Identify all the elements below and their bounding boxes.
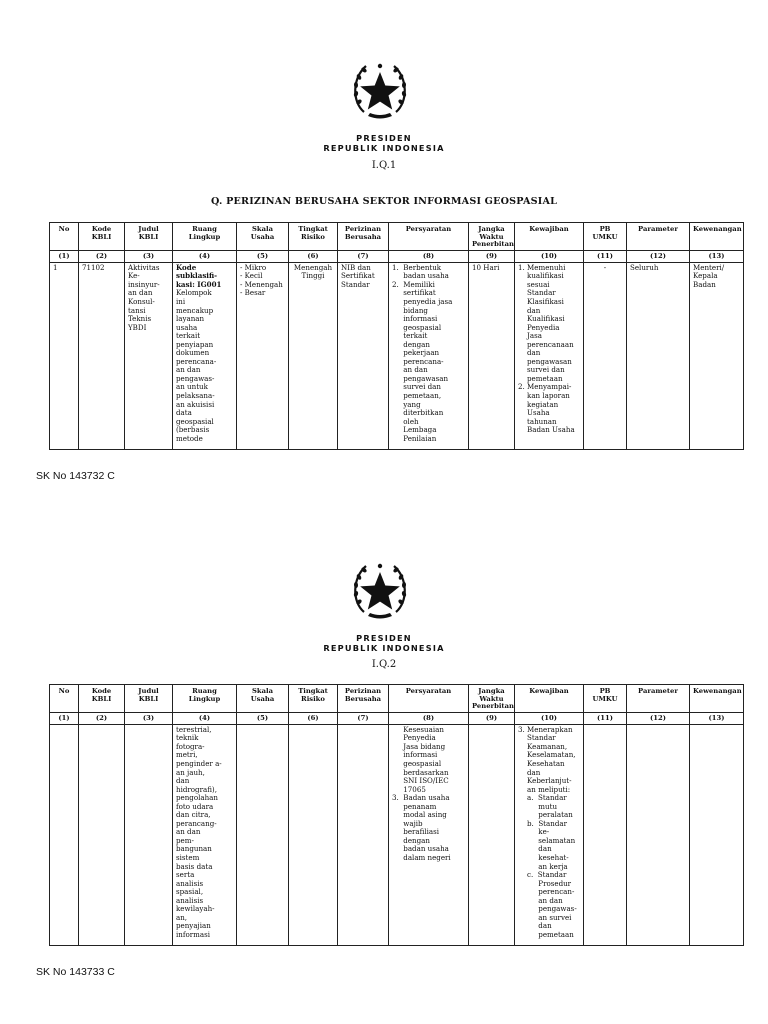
cell-line: Konsul- — [128, 296, 155, 306]
cell-line: NIB dan — [341, 262, 371, 272]
cell-line: badan usaha — [392, 844, 449, 854]
cell-judul-kbli — [125, 724, 173, 945]
column-header: Kewajiban — [515, 223, 584, 251]
cell-line: Kesesuaian — [392, 724, 444, 734]
column-index: (3) — [125, 712, 173, 724]
cell-line: foto udara — [176, 801, 214, 811]
cell-line: Kelompok — [176, 288, 212, 298]
table-header-row — [50, 223, 744, 251]
column-header: Persyaratan — [389, 685, 469, 713]
column-header: Parameter — [627, 685, 690, 713]
cell-line: - — [603, 262, 607, 272]
cell-line: Kode — [176, 262, 197, 272]
cell-line: sistem — [176, 852, 200, 862]
cell-line: ini — [176, 296, 186, 306]
cell-line: yang — [392, 399, 421, 409]
column-header: Ruang Lingkup — [173, 223, 237, 251]
presiden-title: PRESIDEN — [356, 633, 412, 643]
cell-line: kewilayah- — [176, 904, 215, 914]
cell-line: Tinggi — [301, 271, 325, 281]
cell-line: dengan — [392, 339, 430, 349]
cell-line: an, — [176, 912, 188, 922]
cell-line: peralatan — [518, 810, 573, 820]
cell-line: 3. Menerapkan — [518, 724, 573, 734]
cell-line: usaha — [176, 322, 198, 332]
cell-line: terestrial, — [176, 724, 212, 734]
column-header: Kode KBLI — [79, 685, 125, 713]
cell-line: dengan — [392, 835, 430, 845]
column-header: PB UMKU — [584, 223, 627, 251]
cell-line: Badan Usaha — [518, 425, 575, 435]
column-index: (12) — [627, 712, 690, 724]
column-index: (2) — [79, 712, 125, 724]
cell-line: selamatan — [518, 835, 576, 845]
column-header: Ruang Lingkup — [173, 685, 237, 713]
cell-line: Kualifikasi — [518, 314, 565, 324]
cell-line: perencan- — [518, 887, 575, 897]
cell-line: Aktivitas — [128, 262, 160, 272]
cell-line: an dan — [176, 827, 201, 837]
cell-line: dan — [518, 767, 541, 777]
cell-line: 2. Memiliki — [392, 279, 435, 289]
column-index: (3) — [125, 250, 173, 262]
page-1 — [0, 0, 768, 500]
cell-line: 71102 — [82, 262, 105, 272]
cell-tingkat-risiko — [289, 724, 338, 945]
cell-no — [50, 262, 79, 449]
cell-line: 17065 — [392, 784, 426, 794]
column-header: Perizinan Berusaha — [338, 685, 389, 713]
cell-line: an kerja — [518, 861, 568, 871]
cell-line: fotogra- — [176, 741, 205, 751]
cell-line: Badan — [693, 279, 716, 289]
column-header: Kode KBLI — [79, 223, 125, 251]
garuda-emblem-icon — [350, 58, 410, 122]
cell-pb-umku — [584, 724, 627, 945]
cell-line: - Menengah — [240, 279, 283, 289]
cell-line: data — [176, 408, 192, 418]
cell-perizinan — [338, 724, 389, 945]
cell-line: - Mikro — [240, 262, 267, 272]
cell-line: sesuai — [518, 279, 550, 289]
cell-line: pengawasan — [518, 356, 572, 366]
cell-line: Menengah — [293, 262, 333, 272]
table-row — [50, 724, 744, 945]
cell-line: berdasarkan — [392, 767, 449, 777]
cell-parameter — [627, 262, 690, 449]
cell-skala-usaha — [237, 262, 289, 449]
cell-line: (berbasis — [176, 425, 210, 435]
cell-line: mencakup — [176, 305, 214, 315]
column-index: (13) — [690, 250, 744, 262]
cell-line: ke- — [518, 827, 550, 837]
cell-line: Standar — [518, 733, 556, 743]
cell-line: penyajian — [176, 921, 211, 931]
cell-line: teknik — [176, 733, 199, 743]
cell-line: Teknis — [128, 314, 152, 324]
document-number: I.Q.1 — [371, 160, 397, 171]
cell-line: kualifikasi — [518, 271, 564, 281]
cell-line: an survei — [518, 912, 572, 922]
column-index: (9) — [469, 250, 515, 262]
cell-jangka-waktu — [469, 262, 515, 449]
cell-line: perencanaan — [518, 339, 574, 349]
cell-line: Standar — [341, 279, 370, 289]
cell-line: pemetaan — [518, 373, 563, 383]
cell-pb-umku — [584, 262, 627, 449]
column-index: (4) — [173, 250, 237, 262]
presiden-header — [0, 133, 768, 153]
column-header: Skala Usaha — [237, 223, 289, 251]
ruang-lingkup-text — [176, 289, 233, 443]
cell-line: dan — [518, 305, 541, 315]
cell-line: a. Standar — [518, 793, 567, 803]
cell-line: Keselamatan, — [518, 750, 576, 760]
cell-judul-kbli — [125, 262, 173, 449]
cell-ruang-lingkup — [173, 724, 237, 945]
cell-line: penyedia jasa — [392, 296, 453, 306]
sk-number-footer: SK No 143732 C — [36, 470, 115, 482]
column-header: Kewenangan — [690, 685, 744, 713]
column-header: Parameter — [627, 223, 690, 251]
column-header: No — [50, 223, 79, 251]
column-index: (11) — [584, 712, 627, 724]
cell-line: 1. Berbentuk — [392, 262, 442, 272]
cell-line: dan — [176, 776, 190, 786]
cell-line: pelaksana- — [176, 390, 215, 400]
cell-line: 1 — [53, 262, 58, 272]
cell-line: Standar — [518, 288, 556, 298]
cell-line: sertifikat — [392, 288, 436, 298]
cell-line: pemetaan — [518, 929, 574, 939]
cell-line: b. Standar — [518, 818, 567, 828]
cell-line: Keamanan, — [518, 741, 568, 751]
column-index: (7) — [338, 712, 389, 724]
cell-parameter — [627, 724, 690, 945]
column-index: (12) — [627, 250, 690, 262]
column-header: Kewajiban — [515, 685, 584, 713]
table-header-row — [50, 685, 744, 713]
licensing-table — [49, 684, 744, 946]
cell-tingkat-risiko — [289, 262, 338, 449]
cell-kewajiban — [515, 262, 584, 449]
cell-persyaratan — [389, 724, 469, 945]
column-index: (1) — [50, 250, 79, 262]
cell-line: Menteri/ — [693, 262, 725, 272]
column-index: (2) — [79, 250, 125, 262]
cell-line: tahunan — [518, 416, 557, 426]
cell-line: perencana- — [392, 356, 444, 366]
cell-line: Ke- — [128, 271, 140, 281]
cell-line: geospasial — [392, 322, 442, 332]
cell-line: penanam — [392, 801, 437, 811]
cell-line: pengawas- — [518, 904, 577, 914]
cell-line: Penyedia — [392, 733, 436, 743]
column-index: (6) — [289, 250, 338, 262]
cell-line: Kesehatan — [518, 758, 565, 768]
cell-ruang-lingkup — [173, 262, 237, 449]
cell-line: penyiapan — [176, 339, 214, 349]
cell-line: dokumen — [176, 348, 210, 358]
cell-line: Jasa — [518, 331, 542, 341]
cell-line: 1. Memenuhi — [518, 262, 566, 272]
cell-line: kesehat- — [518, 852, 569, 862]
cell-line: informasi — [392, 314, 438, 324]
presiden-title: PRESIDEN — [356, 133, 412, 143]
cell-line: geospasial — [176, 416, 214, 426]
cell-line: pengolahan — [176, 793, 218, 803]
cell-line: penginder a- — [176, 758, 222, 768]
cell-line: analisis — [176, 878, 204, 888]
cell-line: Penilaian — [392, 433, 437, 443]
cell-line: Lembaga — [392, 425, 437, 435]
licensing-table — [49, 222, 744, 450]
cell-jangka-waktu — [469, 724, 515, 945]
cell-line: analisis — [176, 895, 204, 905]
cell-line: dan — [518, 844, 552, 854]
cell-line: geospasial — [392, 758, 442, 768]
cell-line: Penyedia — [518, 322, 560, 332]
republik-title: REPUBLIK INDONESIA — [323, 143, 445, 153]
cell-line: survei dan — [392, 382, 441, 392]
cell-line: survei dan — [518, 365, 565, 375]
cell-line: bangunan — [176, 844, 212, 854]
cell-line: dan — [518, 921, 552, 931]
cell-line: basis data — [176, 861, 213, 871]
cell-line: metode — [176, 433, 203, 443]
ruang-lingkup-code — [176, 264, 233, 290]
cell-line: Klasifikasi — [518, 296, 564, 306]
cell-line: wajib — [392, 818, 423, 828]
cell-line: pekerjaan — [392, 348, 440, 358]
cell-line: layanan — [176, 314, 205, 324]
cell-line: c. Standar — [518, 870, 567, 880]
cell-line: informasi — [176, 929, 210, 939]
cell-line: an akuisisi — [176, 399, 215, 409]
presiden-header — [0, 633, 768, 653]
column-index-row — [50, 712, 744, 724]
page-2 — [0, 500, 768, 1024]
column-index-row — [50, 250, 744, 262]
column-index: (10) — [515, 712, 584, 724]
section-heading: Q. PERIZINAN BERUSAHA SEKTOR INFORMASI GEOSPASIAL — [210, 196, 558, 207]
column-index: (11) — [584, 250, 627, 262]
cell-line: subklasifi- — [176, 271, 218, 281]
cell-kewenangan — [690, 262, 744, 449]
column-header: Jangka Waktu Penerbitan — [469, 223, 515, 251]
column-header: Judul KBLI — [125, 223, 173, 251]
cell-line: an dan — [392, 365, 428, 375]
column-header: Tingkat Risiko — [289, 685, 338, 713]
cell-line: pemetaan, — [392, 390, 442, 400]
column-header: Persyaratan — [389, 223, 469, 251]
republik-title: REPUBLIK INDONESIA — [323, 643, 445, 653]
cell-line: an untuk — [176, 382, 208, 392]
column-index: (13) — [690, 712, 744, 724]
cell-line: Jasa bidang — [392, 741, 446, 751]
column-header: Kewenangan — [690, 223, 744, 251]
cell-line: kan laporan — [518, 390, 570, 400]
column-header: Judul KBLI — [125, 685, 173, 713]
column-header: Perizinan Berusaha — [338, 223, 389, 251]
cell-line: Usaha — [518, 408, 550, 418]
cell-line: Seluruh — [630, 262, 659, 272]
cell-line: terkait — [392, 331, 428, 341]
cell-kewajiban — [515, 724, 584, 945]
cell-line: pem- — [176, 835, 194, 845]
cell-line: dan — [518, 348, 541, 358]
column-index: (10) — [515, 250, 584, 262]
cell-line: pengawasan — [392, 373, 449, 383]
cell-line: bidang — [392, 305, 428, 315]
cell-line: metri, — [176, 750, 198, 760]
cell-line: berafiliasi — [392, 827, 440, 837]
cell-line: informasi — [392, 750, 438, 760]
cell-line: kegiatan — [518, 399, 559, 409]
cell-line: tansi — [128, 305, 146, 315]
column-index: (8) — [389, 712, 469, 724]
cell-kode-kbli — [79, 262, 125, 449]
table-row — [50, 262, 744, 449]
cell-line: kasi: IG001 — [176, 279, 222, 289]
cell-line: badan usaha — [392, 271, 449, 281]
cell-line: Sertifikat — [341, 271, 375, 281]
cell-line: YBDI — [128, 322, 147, 332]
garuda-emblem-icon — [350, 558, 410, 622]
sk-number-footer: SK No 143733 C — [36, 966, 115, 978]
cell-perizinan — [338, 262, 389, 449]
cell-skala-usaha — [237, 724, 289, 945]
document-number: I.Q.2 — [371, 659, 397, 670]
column-index: (5) — [237, 250, 289, 262]
column-index: (8) — [389, 250, 469, 262]
cell-line: Prosedur — [518, 878, 572, 888]
column-header: Tingkat Risiko — [289, 223, 338, 251]
cell-line: spasial, — [176, 887, 204, 897]
column-index: (5) — [237, 712, 289, 724]
cell-line: insinyur- — [128, 279, 160, 289]
cell-kode-kbli — [79, 724, 125, 945]
cell-line: SNI ISO/IEC — [392, 776, 449, 786]
column-header: Skala Usaha — [237, 685, 289, 713]
column-header: Jangka Waktu Penerbitan — [469, 685, 515, 713]
cell-kewenangan — [690, 724, 744, 945]
cell-line: perancang- — [176, 818, 217, 828]
cell-line: mutu — [518, 801, 558, 811]
column-header: PB UMKU — [584, 685, 627, 713]
cell-line: serta — [176, 870, 195, 880]
cell-line: - Kecil — [240, 271, 263, 281]
cell-line: an dan — [128, 288, 153, 298]
cell-line: dan citra, — [176, 810, 211, 820]
cell-line: terkait — [176, 331, 201, 341]
cell-line: 3. Badan usaha — [392, 793, 450, 803]
column-index: (4) — [173, 712, 237, 724]
cell-line: an jauh, — [176, 767, 205, 777]
cell-line: 10 Hari — [472, 262, 500, 272]
cell-line: an dan — [518, 895, 563, 905]
column-header: No — [50, 685, 79, 713]
column-index: (6) — [289, 712, 338, 724]
column-index: (7) — [338, 250, 389, 262]
column-index: (9) — [469, 712, 515, 724]
cell-line: an meliputi: — [518, 784, 571, 794]
cell-line: - Besar — [240, 288, 266, 298]
cell-line: diterbitkan — [392, 408, 444, 418]
cell-line: pengawas- — [176, 373, 215, 383]
cell-persyaratan — [389, 262, 469, 449]
cell-line: dalam negeri — [392, 852, 451, 862]
cell-line: hidrografi), — [176, 784, 217, 794]
cell-line: 2. Menyampai- — [518, 382, 572, 392]
cell-line: an dan — [176, 365, 201, 375]
cell-no — [50, 724, 79, 945]
cell-line: oleh — [392, 416, 419, 426]
cell-line: Kepala — [693, 271, 718, 281]
cell-line: modal asing — [392, 810, 447, 820]
cell-line: perencana- — [176, 356, 217, 366]
column-index: (1) — [50, 712, 79, 724]
cell-line: Keberlanjut- — [518, 776, 572, 786]
